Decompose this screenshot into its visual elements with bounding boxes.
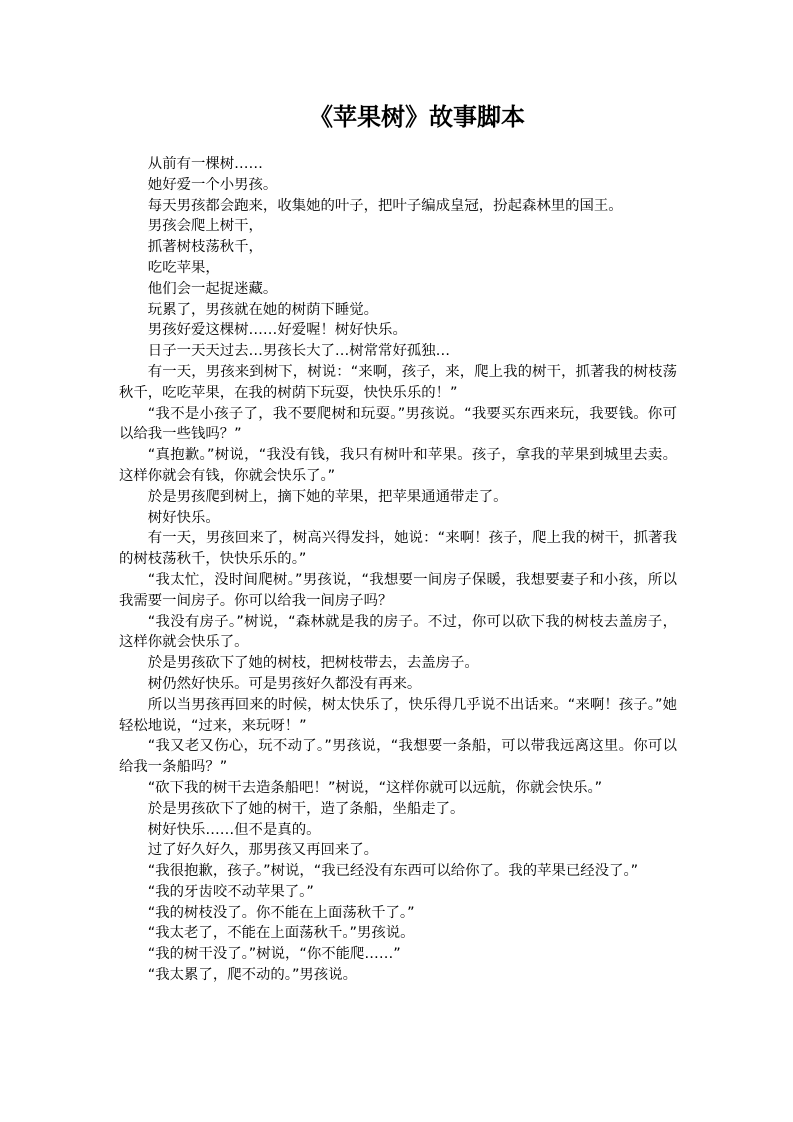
paragraph: “我的牙齿咬不动苹果了。”: [147, 883, 314, 900]
paragraph: 有一天，男孩回来了，树高兴得发抖，她说：“来啊！孩子，爬上我的树干，抓著我的树枝荡秋千，快快乐乐的。”: [119, 530, 677, 568]
paragraph: “我的树干没了。”树说，“你不能爬……”: [147, 946, 401, 963]
paragraph: 他们会一起捉迷藏。: [147, 280, 278, 297]
paragraph: “我很抱歉，孩子。”树说，“我已经没有东西可以给你了。我的苹果已经没了。”: [147, 863, 639, 880]
paragraph: “我太老了，不能在上面荡秋千。”男孩说。: [147, 925, 415, 942]
paragraph: 吃吃苹果，: [147, 259, 220, 276]
paragraph: 抓著树枝荡秋千，: [147, 239, 263, 256]
paragraph: “我又老又伤心，玩不动了。”男孩说，“我想要一条船，可以带我远离这里。你可以给我一条船吗？”: [119, 738, 677, 776]
paragraph: 树仍然好快乐。可是男孩好久都没有再来。: [147, 675, 422, 692]
paragraph: 玩累了，男孩就在她的树荫下睡觉。: [147, 301, 379, 318]
paragraph: “真抱歉。”树说，“我没有钱，我只有树叶和苹果。孩子，拿我的苹果到城里去卖。这样你就会有钱，你就会快乐了。”: [119, 447, 677, 484]
paragraph: “我太累了，爬不动的。”男孩说。: [147, 967, 357, 984]
document-body: [119, 154, 677, 986]
paragraph: “我没有房子。”树说，“森林就是我的房子。不过，你可以砍下我的树枝去盖房子，这样你就会快乐了。: [119, 613, 677, 651]
paragraph: 男孩好爱这棵树……好爱喔！树好快乐。: [147, 322, 407, 339]
document-title: 《苹果树》故事脚本: [309, 102, 525, 131]
paragraph: 於是男孩爬到树上，摘下她的苹果，把苹果通通带走了。: [147, 488, 508, 505]
paragraph: 她好爱一个小男孩。: [147, 176, 278, 193]
paragraph: 於是男孩砍下了她的树干，造了条船，坐船走了。: [147, 800, 465, 817]
paragraph: 从前有一棵树……: [147, 156, 263, 172]
paragraph: 所以当男孩再回来的时候，树太快乐了，快乐得几乎说不出话来。“来啊！孩子。”她轻松地说，“过来，来玩呀！”: [119, 696, 677, 734]
paragraph: 每天男孩都会跑来，收集她的叶子，把叶子编成皇冠，扮起森林里的国王。: [147, 197, 623, 214]
paragraph: “我不是小孩子了，我不要爬树和玩耍。”男孩说。“我要买东西来玩，我要钱。你可以给我一些钱吗？”: [119, 405, 677, 443]
paragraph: 男孩会爬上树干，: [147, 218, 263, 235]
paragraph: 於是男孩砍下了她的树枝，把树枝带去，去盖房子。: [147, 655, 479, 672]
paragraph: 日子一天天过去…男孩长大了…树常常好孤独…: [147, 343, 451, 360]
paragraph: 树好快乐。: [147, 509, 220, 526]
paragraph: “我太忙，没时间爬树。”男孩说，“我想要一间房子保暖，我想要妻子和小孩，所以我需要一间房子。你可以给我一间房子吗？: [119, 571, 677, 609]
paragraph: 过了好久好久，那男孩又再回来了。: [147, 842, 379, 859]
paragraph: “砍下我的树干去造条船吧！”树说，“这样你就可以远航，你就会快乐。”: [147, 779, 603, 796]
paragraph: 有一天，男孩来到树下，树说：“来啊，孩子，来，爬上我的树干，抓著我的树枝荡秋千，吃吃苹果，在我的树荫下玩耍，快快乐乐的！”: [119, 363, 677, 401]
paragraph: 树好快乐……但不是真的。: [147, 821, 321, 838]
paragraph: “我的树枝没了。你不能在上面荡秋千了。”: [147, 904, 415, 921]
